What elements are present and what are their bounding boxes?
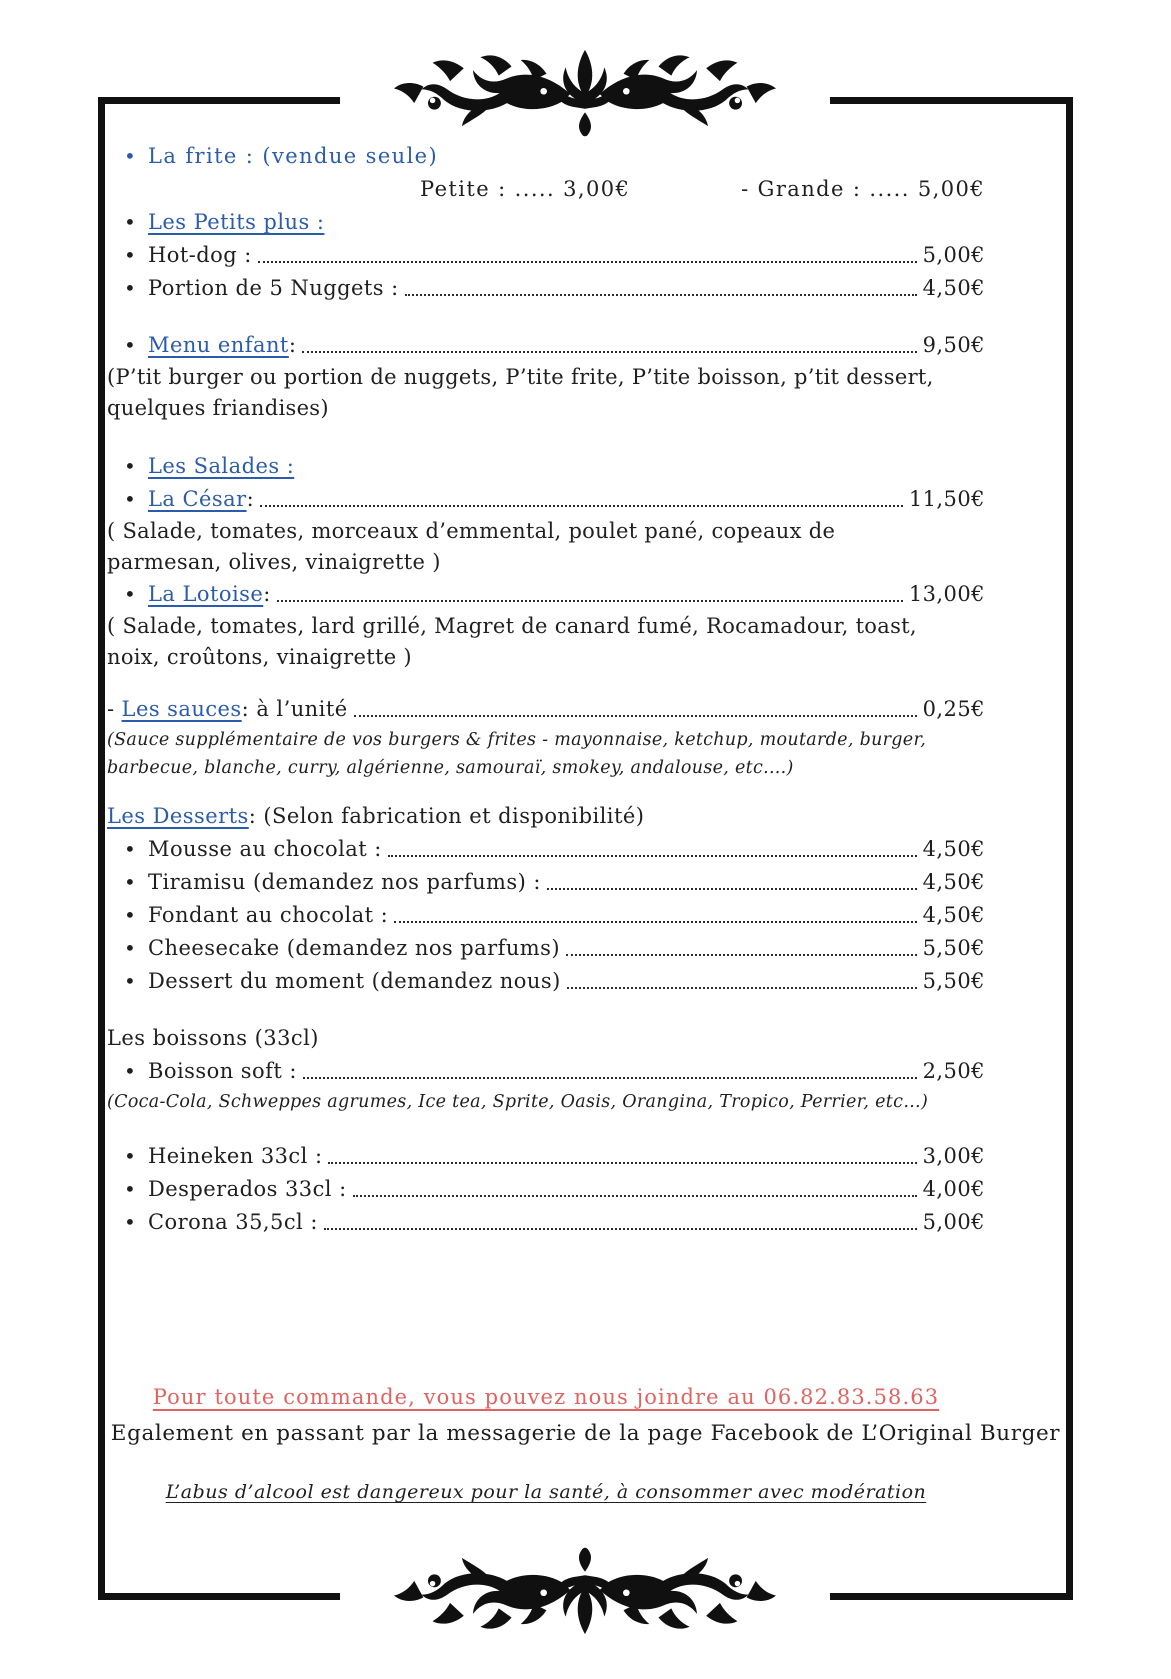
menu-item-price: 4,50€ [922, 903, 985, 927]
menu-link[interactable]: La Lotoise [148, 582, 264, 606]
bullet-marker: • [124, 1177, 137, 1201]
text-line: parmesan, olives, vinaigrette ) [107, 550, 441, 574]
spacer [107, 782, 985, 800]
menu-item-label: Portion de 5 Nuggets : [148, 276, 399, 300]
menu-heading [107, 800, 985, 833]
text-line: (P’tit burger ou portion de nuggets, P’tite frite, P’tite boisson, p’tit dessert, [107, 365, 934, 389]
dot-leader [302, 351, 916, 353]
menu-item-label: Desperados 33cl : [148, 1177, 347, 1201]
bullet-marker: - [107, 697, 115, 721]
menu-item [107, 1173, 985, 1206]
menu-item-price: 11,50€ [908, 487, 985, 511]
menu-lines [107, 140, 985, 1239]
dot-leader [353, 1195, 917, 1197]
menu-item-price: 2,50€ [922, 1059, 985, 1083]
menu-link[interactable]: La frite : (vendue seule) [148, 144, 439, 168]
bullet-marker: • [124, 837, 137, 861]
bullet-marker: • [124, 487, 137, 511]
menu-item-label: Tiramisu (demandez nos parfums) : [148, 870, 541, 894]
menu-link[interactable]: Les Salades : [148, 454, 295, 478]
dot-leader [566, 954, 917, 956]
text-line: (Coca-Cola, Schweppes agrumes, Ice tea, Sprite, Oasis, Orangina, Tropico, Perrier, etc…) [107, 1092, 929, 1112]
menu-item [107, 693, 985, 726]
spacer [107, 305, 985, 329]
menu-description [107, 611, 985, 673]
menu-item [107, 272, 985, 305]
dot-leader [324, 1228, 917, 1230]
spacer [107, 998, 985, 1022]
bullet-marker: • [124, 144, 138, 168]
menu-item-label: Corona 35,5cl : [148, 1210, 318, 1234]
spacer [107, 424, 985, 450]
bullet-marker: • [124, 1059, 137, 1083]
menu-link[interactable]: Les Desserts [107, 804, 249, 828]
dot-leader [394, 921, 917, 923]
bullet-marker: • [124, 969, 137, 993]
bullet-marker: • [124, 333, 137, 357]
menu-item-price: 5,00€ [922, 1210, 985, 1234]
menu-item [107, 239, 985, 272]
menu-item-price: 4,50€ [922, 837, 985, 861]
menu-item-price: 4,50€ [922, 276, 985, 300]
menu-item-label: Cheesecake (demandez nos parfums) [148, 936, 561, 960]
dot-leader [405, 294, 917, 296]
menu-item-price: 5,50€ [922, 969, 985, 993]
menu-item [107, 1206, 985, 1239]
menu-heading [107, 1022, 985, 1055]
menu-item [107, 833, 985, 866]
dot-leader [354, 715, 917, 717]
menu-link[interactable]: La César [148, 487, 247, 511]
menu-description [107, 362, 985, 424]
menu-item-label: Mousse au chocolat : [148, 837, 382, 861]
menu-item-label: Fondant au chocolat : [148, 903, 389, 927]
menu-item-price: 3,00€ [922, 1144, 985, 1168]
dot-leader [303, 1077, 917, 1079]
menu-item [107, 206, 985, 239]
bullet-marker: • [124, 582, 137, 606]
bullet-marker: • [124, 276, 137, 300]
dot-leader [277, 600, 903, 602]
menu-item [107, 932, 985, 965]
menu-item-label: : (Selon fabrication et disponibilité) [248, 804, 645, 828]
text-line: (Sauce supplémentaire de vos burgers & frites - mayonnaise, ketchup, moutarde, burger, [107, 730, 927, 750]
bullet-marker: • [124, 243, 137, 267]
dot-leader [258, 261, 917, 263]
bullet-marker: • [124, 1210, 137, 1234]
menu-item-price: 4,50€ [922, 870, 985, 894]
menu-item-label: Boisson soft : [148, 1059, 297, 1083]
menu-note [107, 1088, 985, 1116]
dot-leader [388, 855, 917, 857]
size-option-large: - Grande : ..... 5,00€ [741, 177, 985, 201]
menu-item-price: 5,00€ [922, 243, 985, 267]
menu-item [107, 329, 985, 362]
menu-item [107, 578, 985, 611]
dot-leader [567, 987, 917, 989]
dot-leader [547, 888, 917, 890]
menu-item-label: : à l’unité [241, 697, 348, 721]
size-options-row [107, 173, 985, 206]
menu-item-label: : [246, 487, 255, 511]
menu-item [107, 1140, 985, 1173]
text-line: ( Salade, tomates, morceaux d’emmental, poulet pané, copeaux de [107, 519, 836, 543]
text-line: noix, croûtons, vinaigrette ) [107, 645, 412, 669]
menu-item-label: : [288, 333, 297, 357]
alcohol-warning: L’abus d’alcool est dangereux pour la santé, à consommer avec modération [165, 1481, 927, 1503]
dot-leader [328, 1162, 916, 1164]
bullet-marker: • [124, 1144, 137, 1168]
menu-item-price: 4,00€ [922, 1177, 985, 1201]
bullet-marker: • [124, 870, 137, 894]
spacer [107, 673, 985, 693]
menu-note [107, 726, 985, 782]
menu-description [107, 516, 985, 578]
menu-item-label: Les boissons (33cl) [107, 1026, 319, 1050]
menu-item [107, 450, 985, 483]
menu-item [107, 140, 985, 173]
menu-item-price: 9,50€ [922, 333, 985, 357]
menu-item-price: 0,25€ [922, 697, 985, 721]
menu-link[interactable]: Menu enfant [148, 333, 289, 357]
text-line: ( Salade, tomates, lard grillé, Magret de canard fumé, Rocamadour, toast, [107, 614, 917, 638]
bullet-marker: • [124, 903, 137, 927]
facebook-info-line: Egalement en passant par la messagerie de la page Facebook de L’Original Burger [110, 1421, 1061, 1446]
flourish-ornament-top-icon [383, 48, 787, 140]
menu-link[interactable]: Les Petits plus : [148, 210, 325, 234]
menu-item-price: 5,50€ [922, 936, 985, 960]
menu-item [107, 866, 985, 899]
size-option-small: Petite : ..... 3,00€ [420, 177, 631, 201]
menu-link[interactable]: Les sauces [121, 697, 242, 721]
menu-item-label: Hot-dog : [148, 243, 252, 267]
bullet-marker: • [124, 210, 137, 234]
bullet-marker: • [124, 936, 137, 960]
menu-item-price: 13,00€ [908, 582, 985, 606]
menu-item [107, 899, 985, 932]
spacer [107, 1116, 985, 1140]
bullet-marker: • [124, 454, 137, 478]
text-line: barbecue, blanche, curry, algérienne, samouraï, smokey, andalouse, etc....) [107, 758, 794, 778]
menu-item [107, 1055, 985, 1088]
contact-phone-line[interactable]: Pour toute commande, vous pouvez nous joindre au 06.82.83.58.63 [152, 1385, 940, 1409]
text-line: quelques friandises) [107, 396, 329, 420]
flourish-ornament-bottom-icon [383, 1544, 787, 1636]
menu-item-label: : [263, 582, 271, 606]
menu-item-label: Heineken 33cl : [148, 1144, 323, 1168]
menu-item [107, 965, 985, 998]
menu-item-label: Dessert du moment (demandez nous) [148, 969, 561, 993]
dot-leader [260, 505, 903, 507]
menu-item [107, 483, 985, 516]
